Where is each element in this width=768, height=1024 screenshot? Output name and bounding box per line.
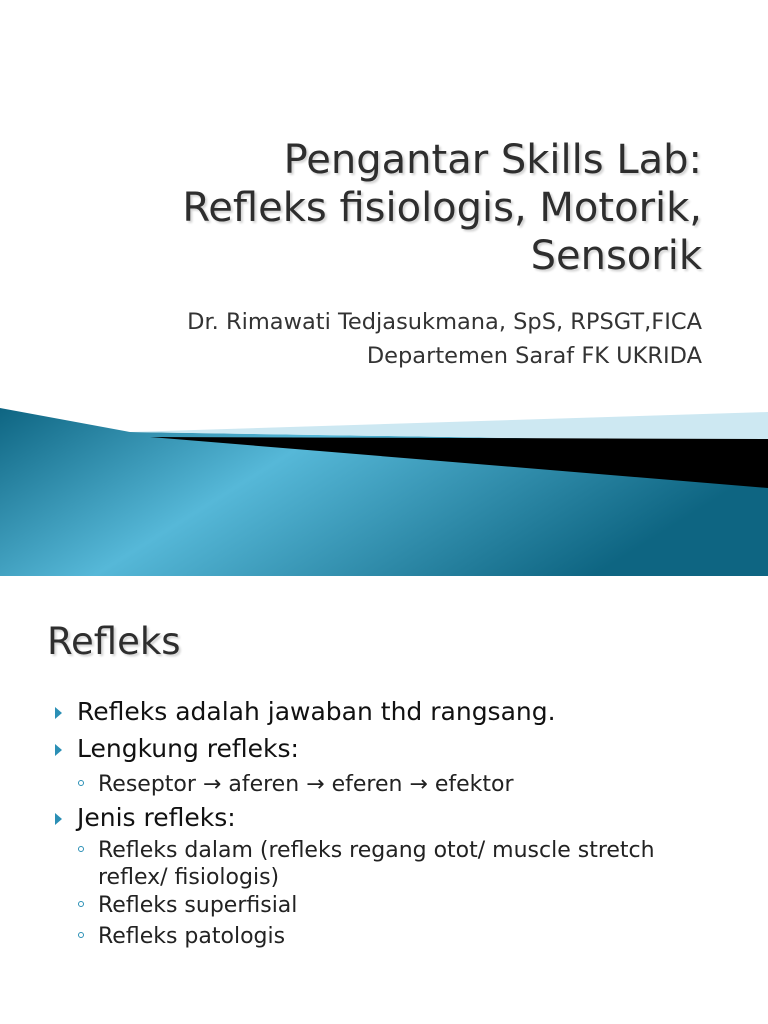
circle-bullet-icon [78,846,84,852]
sub-bullet-text: Refleks superfisial [98,893,298,918]
title-line-2: Refleks fisiologis, Motorik, [182,185,702,231]
sub-bullet-reflex-arc-path [98,771,718,798]
department-line: Departemen Saraf FK UKRIDA [366,343,702,369]
slide-subtitle [2,305,702,373]
title-line-1: Pengantar Skills Lab: [283,137,702,183]
arrow-bullet-icon [55,813,62,825]
sub-bullet-superficial-reflex [98,892,718,919]
bullet-reflex-types [77,802,236,834]
arrow-bullet-icon [55,744,62,756]
sub-bullet-text: Reseptor → aferen → eferen → efektor [98,772,514,797]
sub-bullet-deep-reflex [98,837,718,891]
bullet-text: Jenis refleks: [77,803,236,832]
sub-bullet-pathological-reflex [98,923,718,950]
bullet-reflex-arc [77,733,299,765]
circle-bullet-icon [78,780,84,786]
content-slide-title: Refleks [47,620,181,663]
author-line: Dr. Rimawati Tedjasukmana, SpS, RPSGT,FICA [187,309,702,335]
circle-bullet-icon [78,901,84,907]
arrow-bullet-icon [55,707,62,719]
sub-bullet-text: Refleks dalam (refleks regang otot/ muscle stretch reflex/ fisiologis) [98,838,655,890]
bullet-text: Refleks adalah jawaban thd rangsang. [77,697,556,726]
bullet-definition [77,696,556,728]
decorative-wave-band [0,408,768,576]
slide-title [22,136,702,280]
content-slide [0,576,768,1024]
title-line-3: Sensorik [530,233,702,279]
circle-bullet-icon [78,932,84,938]
bullet-text: Lengkung refleks: [77,734,299,763]
sub-bullet-text: Refleks patologis [98,924,286,949]
